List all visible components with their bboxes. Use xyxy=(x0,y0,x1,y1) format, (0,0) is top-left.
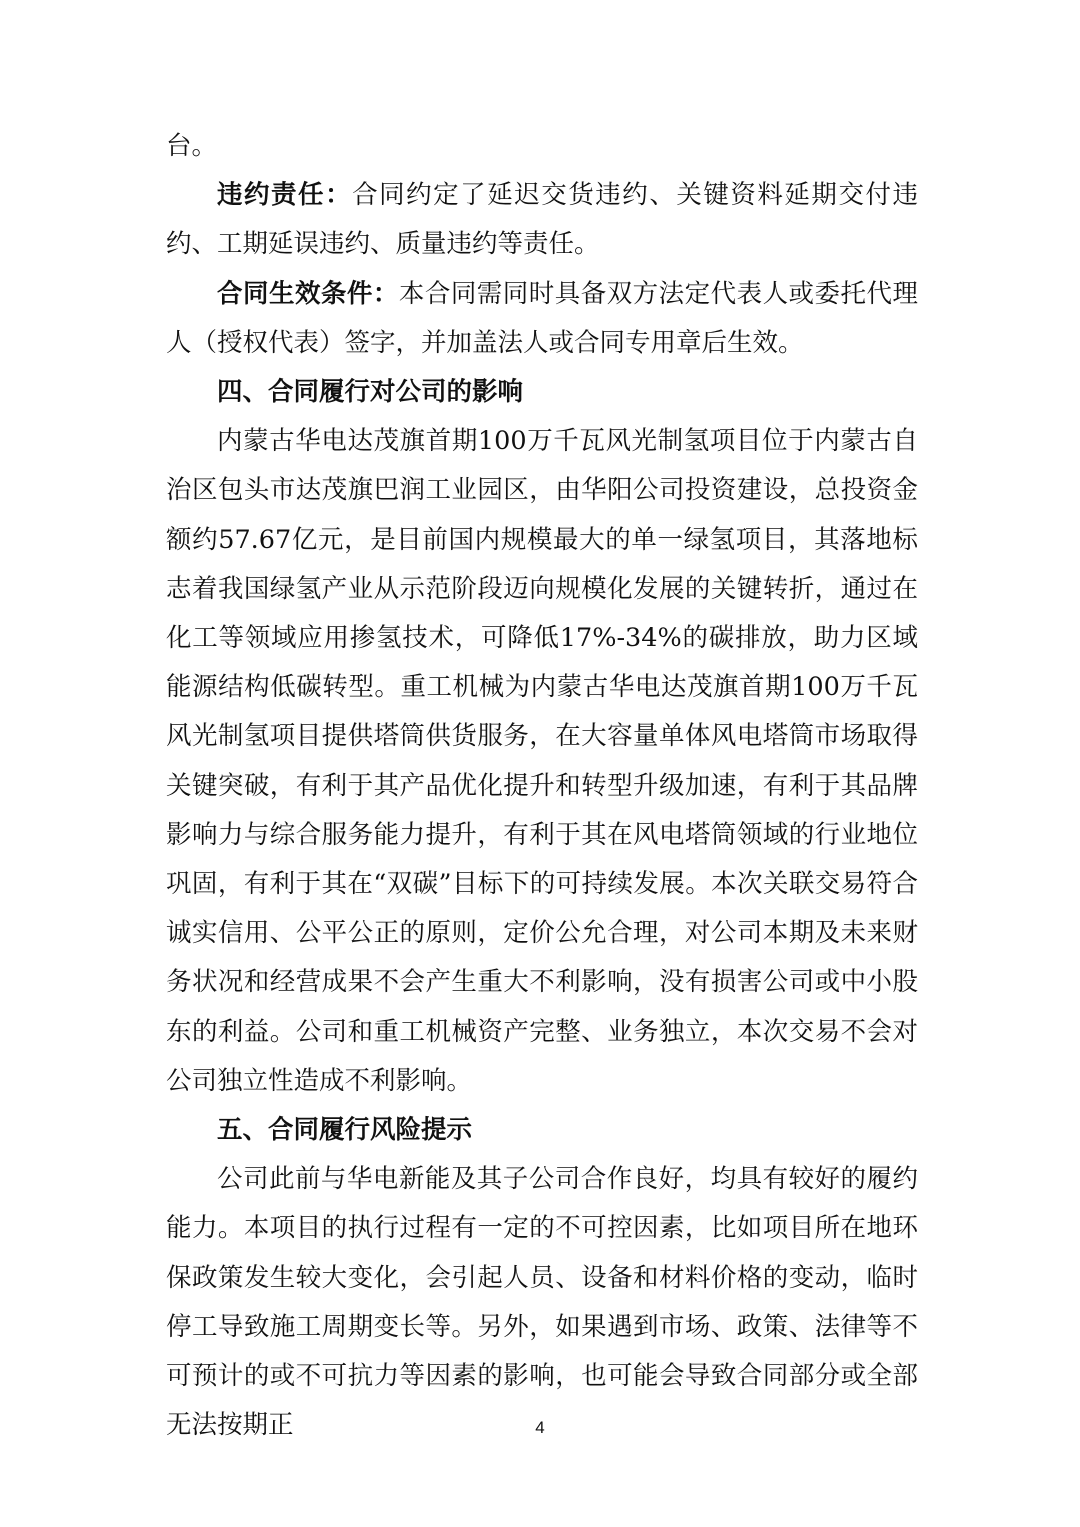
section-5-heading: 五、合同履行风险提示 xyxy=(217,1115,473,1146)
section-5-body: 公司此前与华电新能及其子公司合作良好，均具有较好的履约能力。本项目的执行过程有一定的不可控因素，比如项目所在地环保政策发生较大变化，会引起人员、设备和材料价格的变动，临时停工导致施工周期变长等。另外，如果遇到市场、政策、法律等不可预计的或不可抗力等因素的影响，也可能会导致合同部分或全部无法按期正 xyxy=(166,1164,918,1441)
section-4-body: 内蒙古华电达茂旗首期100万千瓦风光制氢项目位于内蒙古自治区包头市达茂旗巴润工业园区，由华阳公司投资建设，总投资金额约57.67亿元，是目前国内规模最大的单一绿氢项目，其落地标志着我国绿氢产业从示范阶段迈向规模化发展的关键转折，通过在化工等领域应用掺氢技术，可降低17%-34%的碳排放，助力区域能源结构低碳转型。重工机械为内蒙古华电达茂旗首期100万千瓦风光制氢项目提供塔筒供货服务，在大容量单体风电塔筒市场取得关键突破，有利于其产品优化提升和转型升级加速，有利于其品牌影响力与综合服务能力提升，有利于其在风电塔筒领域的行业地位巩固，有利于其在“双碳”目标下的可持续发展。本次关联交易符合诚实信用、公平公正的原则，定价公允合理，对公司本期及未来财务状况和经营成果不会产生重大不利影响，没有损害公司或中小股东的利益。公司和重工机械资产完整、业务独立，本次交易不会对公司独立性造成不利影响。 xyxy=(166,426,918,1096)
section-4-heading: 四、合同履行对公司的影响 xyxy=(217,377,524,408)
paragraph-breach-liability xyxy=(166,171,918,269)
paragraph-term: 违约责任： xyxy=(217,180,353,211)
paragraph-text: 台。 xyxy=(166,131,218,161)
document-body xyxy=(166,122,918,1450)
page-number: 4 xyxy=(535,1418,545,1437)
paragraph-effective-conditions xyxy=(166,270,918,368)
paragraph-text: 本合同需同时具备双方法定代表人或委托代理人（授权代表）签字，并加盖法人或合同专用章后生效。 xyxy=(166,278,918,358)
paragraph-text: 合同约定了延迟交货违约、关键资料延期交付违约、工期延误违约、质量违约等责任。 xyxy=(166,180,918,260)
paragraph-continuation xyxy=(166,122,918,171)
paragraph-term: 合同生效条件： xyxy=(217,278,399,309)
